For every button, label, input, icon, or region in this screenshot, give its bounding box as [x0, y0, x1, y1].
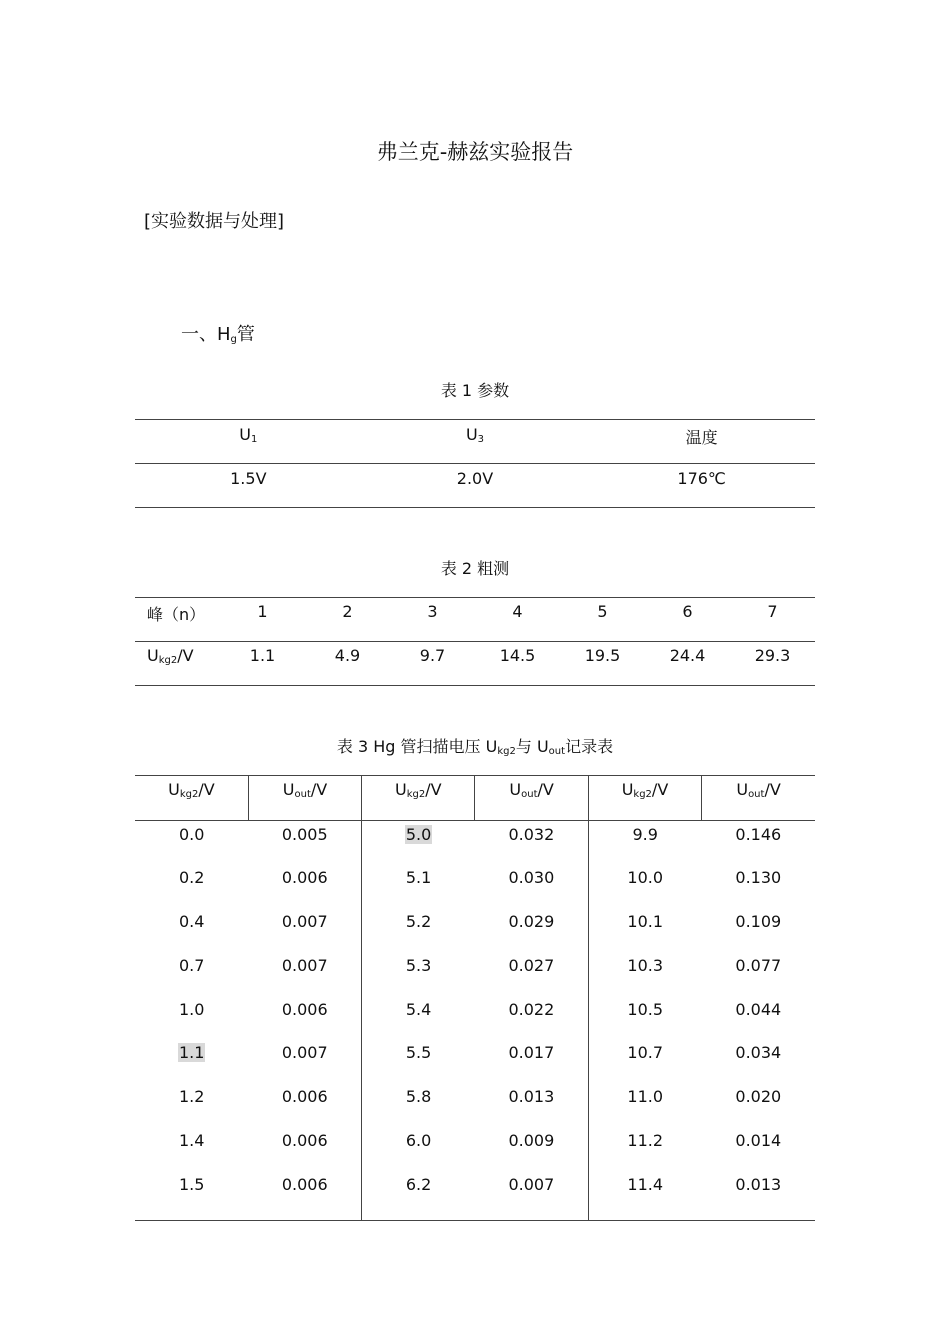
table-cell: 29.3: [754, 646, 791, 665]
table-row: [135, 821, 815, 865]
table-cell: 1.5V: [230, 469, 267, 488]
table1-caption: 表 1 参数: [440, 381, 510, 400]
parameters-table: [135, 419, 815, 508]
table-cell: 4.9: [334, 646, 361, 665]
table-cell: 0.029: [475, 908, 588, 952]
table-cell: 0.027: [475, 952, 588, 996]
header-cell: $U_{out}/V$: [475, 776, 588, 821]
table-cell: 5.2: [405, 912, 432, 932]
table-row: [135, 952, 815, 996]
table-cell: 1: [220, 598, 305, 642]
table-cell: 6: [645, 598, 730, 642]
subsection-suffix: 管: [236, 324, 255, 345]
table-cell: 1.1: [178, 1043, 205, 1063]
table-cell: 0.077: [735, 955, 782, 975]
header-cell: $U_3$: [362, 420, 589, 464]
header-cell: 温度: [588, 420, 815, 464]
table-cell: 1.1: [249, 646, 276, 665]
table-cell: 10.5: [627, 999, 664, 1019]
table-cell: 6.2: [405, 1174, 432, 1194]
table-header-row: [135, 776, 815, 821]
table-cell: 5.5: [405, 1043, 432, 1063]
table-cell: 14.5: [499, 646, 536, 665]
table-cell: 0.006: [248, 1127, 361, 1171]
table3-caption: 表 3 Hg 管扫描电压 $U_{kg2}$与 $U_{out}$记录表: [336, 737, 614, 757]
table-cell: 24.4: [669, 646, 706, 665]
subsection-sub: g: [230, 334, 237, 345]
table-cell: 0.109: [735, 912, 782, 932]
table-cell: 1.5: [178, 1174, 205, 1194]
table-cell: 0.007: [248, 908, 361, 952]
table-cell: 0.2: [178, 868, 205, 888]
row-label: 峰（n）: [135, 598, 220, 642]
table-cell: 1.0: [178, 999, 205, 1019]
table-cell: 10.7: [627, 1043, 664, 1063]
table-cell: 0.005: [248, 821, 361, 865]
table-cell: 1.2: [178, 1087, 205, 1107]
table-cell: 0.013: [475, 1083, 588, 1127]
table-cell: 11.4: [627, 1174, 664, 1194]
table-cell: 0.044: [735, 999, 782, 1019]
table-cell: 0.022: [475, 996, 588, 1040]
table-row: [135, 1039, 815, 1083]
table-cell: 0.006: [248, 1171, 361, 1221]
table-cell: 11.2: [627, 1131, 664, 1151]
table-cell: 5.1: [405, 868, 432, 888]
table2-caption: 表 2 粗测: [440, 559, 510, 578]
header-cell: $U_{kg2}/V$: [362, 776, 475, 821]
header-cell: $U_{out}/V$: [702, 776, 815, 821]
section-heading: [实验数据与处理]: [144, 211, 285, 232]
table-row: [135, 908, 815, 952]
header-cell: $U_{kg2}/V$: [588, 776, 701, 821]
table-row: [135, 1171, 815, 1221]
table-cell: 0.130: [735, 868, 782, 888]
table-header-row: [135, 598, 815, 642]
table-row: [135, 642, 815, 686]
table-cell: 0.014: [735, 1131, 782, 1151]
table-cell: 0.006: [248, 996, 361, 1040]
scan-record-table: [135, 775, 815, 1221]
table-cell: 7: [730, 598, 815, 642]
table-row: [135, 464, 815, 508]
table-cell: 5.0: [405, 825, 432, 844]
coarse-measure-table: [135, 597, 815, 686]
subsection-heading: [181, 320, 255, 346]
subsection-prefix: 一、H: [181, 324, 231, 345]
table-cell: 5.3: [405, 955, 432, 975]
table-cell: 0.146: [735, 825, 782, 844]
table-cell: 11.0: [627, 1087, 664, 1107]
table-cell: 0.030: [475, 864, 588, 908]
table-cell: 2: [305, 598, 390, 642]
table-cell: 176℃: [677, 469, 726, 488]
table-cell: 9.9: [632, 825, 658, 844]
table-cell: 0.4: [178, 912, 205, 932]
table-cell: 0.013: [735, 1174, 782, 1194]
table-cell: 0.007: [248, 1039, 361, 1083]
table-cell: 5.8: [405, 1087, 432, 1107]
table-cell: 0.007: [475, 1171, 588, 1221]
table-cell: 10.1: [627, 912, 664, 932]
header-cell: $U_1$: [135, 420, 362, 464]
table-cell: 6.0: [405, 1131, 432, 1151]
table-row: [135, 1127, 815, 1171]
header-cell: $U_{out}/V$: [248, 776, 361, 821]
table-cell: 0.020: [735, 1087, 782, 1107]
table-cell: 9.7: [419, 646, 446, 665]
row-label: $U_{kg2}/V$: [147, 646, 194, 666]
table-cell: 2.0V: [456, 469, 494, 488]
table-cell: 0.032: [475, 821, 588, 865]
header-cell: $U_{kg2}/V$: [135, 776, 248, 821]
table-cell: 1.4: [178, 1131, 205, 1151]
table-cell: 19.5: [584, 646, 621, 665]
table-cell: 0.017: [475, 1039, 588, 1083]
table-cell: 0.006: [248, 1083, 361, 1127]
table-cell: 5.4: [405, 999, 432, 1019]
table-cell: 0.007: [248, 952, 361, 996]
table-cell: 4: [475, 598, 560, 642]
report-title: 弗兰克-赫兹实验报告: [376, 140, 574, 164]
table-cell: 0.7: [178, 955, 205, 975]
table-cell: 0.006: [248, 864, 361, 908]
table-header-row: [135, 420, 815, 464]
table-row: [135, 996, 815, 1040]
table-cell: 3: [390, 598, 475, 642]
table-cell: 5: [560, 598, 645, 642]
table-cell: 10.3: [627, 955, 664, 975]
table-cell: 0.034: [735, 1043, 782, 1063]
table-cell: 0.009: [475, 1127, 588, 1171]
table-row: [135, 1083, 815, 1127]
table-cell: 10.0: [627, 868, 664, 888]
table-cell: 0.0: [178, 825, 205, 844]
table-row: [135, 864, 815, 908]
